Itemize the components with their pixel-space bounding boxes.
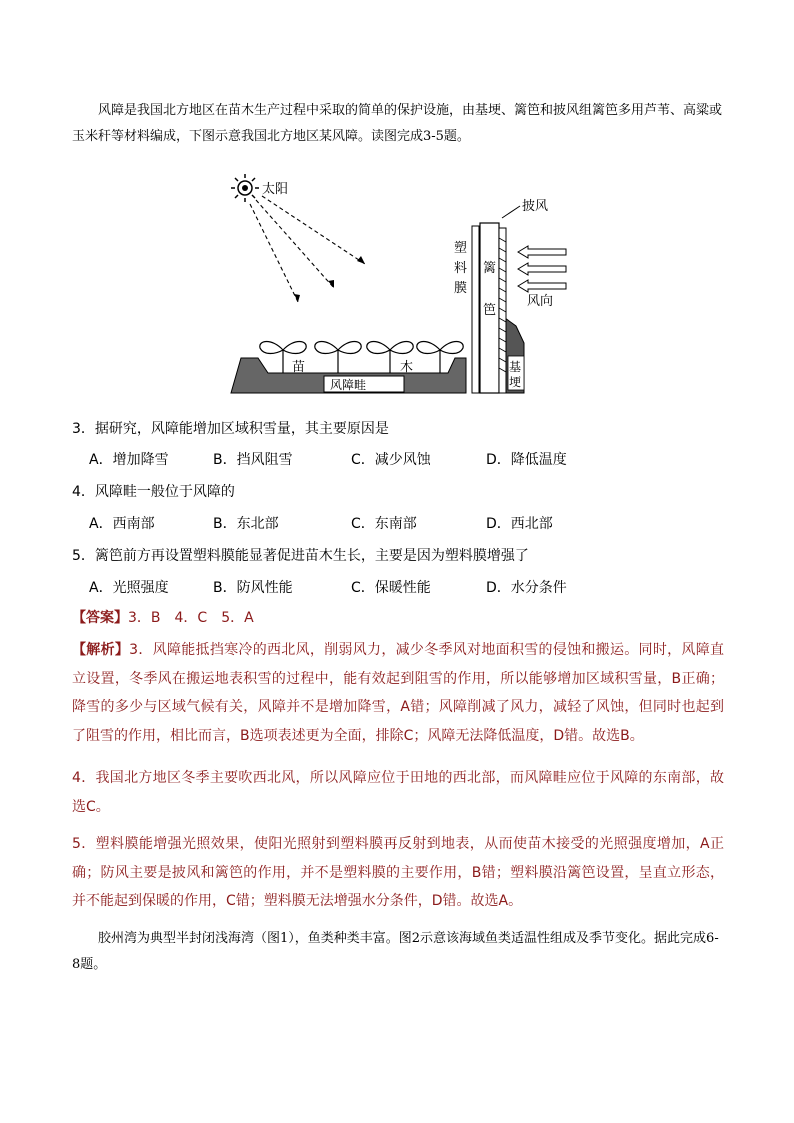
windbreak-diagram bbox=[228, 168, 573, 403]
analysis-label: 【解析】 bbox=[72, 642, 130, 658]
sun-icon bbox=[231, 174, 259, 202]
film-label-1: 塑 bbox=[454, 241, 468, 256]
sun-ray-arrowheads bbox=[294, 256, 365, 302]
base-label-2: 埂 bbox=[509, 375, 522, 389]
q3-option-a: A．增加降雪 bbox=[89, 452, 169, 468]
q5-option-b: B．防风性能 bbox=[213, 580, 293, 596]
answer-line bbox=[72, 604, 724, 632]
film-label-2: 料 bbox=[454, 261, 468, 276]
seedling-label-1: 苗 bbox=[292, 360, 306, 375]
question-4-options bbox=[89, 514, 719, 534]
fence-label-1: 篱 bbox=[483, 261, 497, 276]
question-5-options bbox=[89, 578, 719, 598]
furrow-label: 风障畦 bbox=[330, 378, 367, 392]
wind-direction-label: 风向 bbox=[527, 294, 554, 309]
sun-label: 太阳 bbox=[262, 182, 289, 197]
fence-label-2: 笆 bbox=[483, 303, 497, 318]
wind-arrows bbox=[518, 246, 566, 292]
base-label-1: 基 bbox=[509, 360, 522, 374]
film-label-3: 膜 bbox=[454, 281, 468, 296]
question-3-stem: 3．据研究，风障能增加区域积雪量，其主要原因是 bbox=[72, 421, 389, 437]
q3-option-d: D．降低温度 bbox=[486, 452, 567, 468]
answer-text: 3．B 4．C 5．A bbox=[128, 610, 254, 626]
seedlings bbox=[260, 342, 463, 374]
analysis-q3 bbox=[72, 636, 724, 750]
q3-option-b: B．挡风阻雪 bbox=[213, 452, 293, 468]
seedling-label-2: 木 bbox=[400, 360, 414, 375]
q4-option-b: B．东北部 bbox=[213, 516, 279, 532]
q5-option-c: C．保暖性能 bbox=[351, 580, 431, 596]
plastic-film bbox=[472, 226, 479, 393]
sun-rays bbox=[250, 196, 365, 302]
intro-paragraph-6-8: 胶州湾为典型半封闭浅海湾（图1），鱼类种类丰富。图2示意该海域鱼类适温性组成及季节变化。据此完成6-8题。 bbox=[72, 931, 719, 972]
analysis-q3-text: 3．风障能抵挡寒冷的西北风，削弱风力，减少冬季风对地面积雪的侵蚀和搬运。同时，风障直立设置，冬季风在搬运地表积雪的过程中，能有效起到阻雪的作用，所以能够增加区域积雪量，B正确；降雪的多少与区域气候有关，风障并不是增加降雪，A错；风障削减了风力，减轻了风蚀，但同时也起到了阻雪的作用，相比而言，B选项表述更为全面，排除C；风障无法降低温度，D错。故选B。 bbox=[72, 642, 725, 744]
q3-option-c: C．减少风蚀 bbox=[351, 452, 431, 468]
q4-option-a: A．西南部 bbox=[89, 516, 155, 532]
q5-option-d: D．水分条件 bbox=[486, 580, 567, 596]
question-3-options bbox=[89, 450, 719, 470]
q5-option-a: A．光照强度 bbox=[89, 580, 169, 596]
answer-label: 【答案】 bbox=[72, 610, 128, 626]
wrap-label: 披风 bbox=[522, 199, 549, 214]
q4-option-d: D．西北部 bbox=[486, 516, 553, 532]
q4-option-c: C．东南部 bbox=[351, 516, 417, 532]
intro-paragraph-3-5: 风障是我国北方地区在苗木生产过程中采取的简单的保护设施，由基埂、篱笆和披风组篱笆多用芦苇、高粱或玉米秆等材料编成，下图示意我国北方地区某风障。读图完成3-5题。 bbox=[72, 103, 723, 144]
question-4-stem: 4．风障畦一般位于风障的 bbox=[72, 484, 235, 500]
analysis-q5: 5．塑料膜能增强光照效果，使阳光照射到塑料膜再反射到地表，从而使苗木接受的光照强度增加，A正确；防风主要是披风和篱笆的作用，并不是塑料膜的主要作用，B错；塑料膜沿篱笆设置，呈直立形态，并不能起到保暖的作用，C错；塑料膜无法增强水分条件，D错。故选A。 bbox=[72, 836, 724, 909]
analysis-q4: 4．我国北方地区冬季主要吹西北风，所以风障应位于田地的西北部，而风障畦应位于风障的东南部，故选C。 bbox=[72, 770, 724, 815]
question-5-stem: 5．篱笆前方再设置塑料膜能显著促进苗木生长，主要是因为塑料膜增强了 bbox=[72, 548, 529, 564]
